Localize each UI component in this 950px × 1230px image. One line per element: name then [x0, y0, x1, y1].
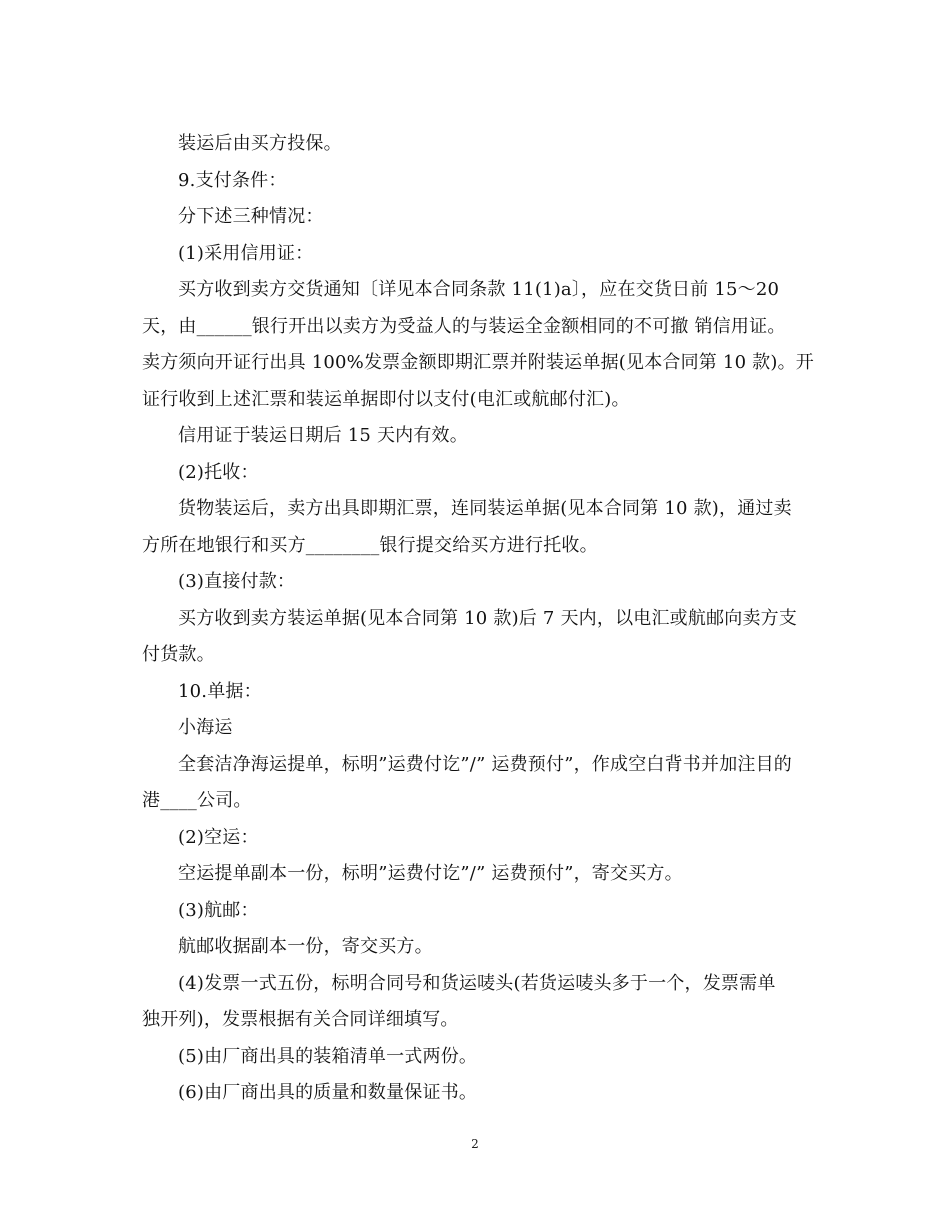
paragraph-line: (5)由厂商出具的装箱清单一式两份。 [178, 1045, 478, 1067]
subheading-direct-payment: (3)直接付款： [178, 571, 296, 592]
paragraph-line: 卖方须向开证行出具 100%发票金额即期汇票并附装运单据(见本合同第 10 款)。开 [142, 352, 814, 373]
subheading-air-freight: (2)空运： [178, 826, 259, 848]
subheading-sea-freight: 小海运 [178, 717, 233, 738]
paragraph-line: 买方收到卖方装运单据(见本合同第 10 款)后 7 天内，以电汇或航邮向卖方支 [178, 607, 798, 629]
document-body [142, 126, 814, 1112]
paragraph-line: 方所在地银行和买方________银行提交给买方进行托收。 [142, 534, 598, 556]
paragraph-line: 证行收到上述汇票和装运单据即付以支付(电汇或航邮付汇)。 [142, 388, 630, 410]
paragraph-line: 装运后由买方投保。 [178, 133, 342, 154]
paragraph-line: 全套洁净海运提单，标明”运费付讫”/” 运费预付”，作成空白背书并加注目的 [178, 753, 792, 775]
paragraph-line: 买方收到卖方交货通知〔详见本合同条款 11(1)a〕，应在交货日前 15～20 [178, 279, 780, 300]
subheading-letter-of-credit: (1)采用信用证： [178, 242, 314, 264]
paragraph-line: (6)由厂商出具的质量和数量保证书。 [178, 1082, 478, 1103]
page-number: 2 [471, 1137, 479, 1151]
section-heading-documents: 10.单据： [178, 680, 262, 702]
paragraph-line: 分下述三种情况： [178, 206, 324, 227]
paragraph-line: 港____公司。 [142, 790, 252, 811]
paragraph-line: 空运提单副本一份，标明”运费付讫”/” 运费预付”，寄交买方。 [178, 863, 683, 884]
paragraph-line: (4)发票一式五份，标明合同号和货运唛头(若货运唛头多于一个，发票需单 [178, 972, 776, 994]
paragraph-line: 付货款。 [142, 644, 215, 665]
paragraph-line: 航邮收据副本一份，寄交买方。 [178, 936, 433, 957]
section-heading-payment: 9.支付条件： [178, 169, 287, 191]
paragraph-line: 独开列)，发票根据有关合同详细填写。 [142, 1009, 459, 1030]
paragraph-line: 货物装运后，卖方出具即期汇票，连同装运单据(见本合同第 10 款)，通过卖 [178, 498, 792, 519]
subheading-collection: (2)托收： [178, 461, 259, 483]
subheading-air-mail: (3)航邮： [178, 899, 259, 921]
paragraph-line: 信用证于装运日期后 15 天内有效。 [178, 425, 468, 446]
paragraph-line: 天，由______银行开出以卖方为受益人的与装运全金额相同的不可撤 销信用证。 [142, 315, 786, 337]
